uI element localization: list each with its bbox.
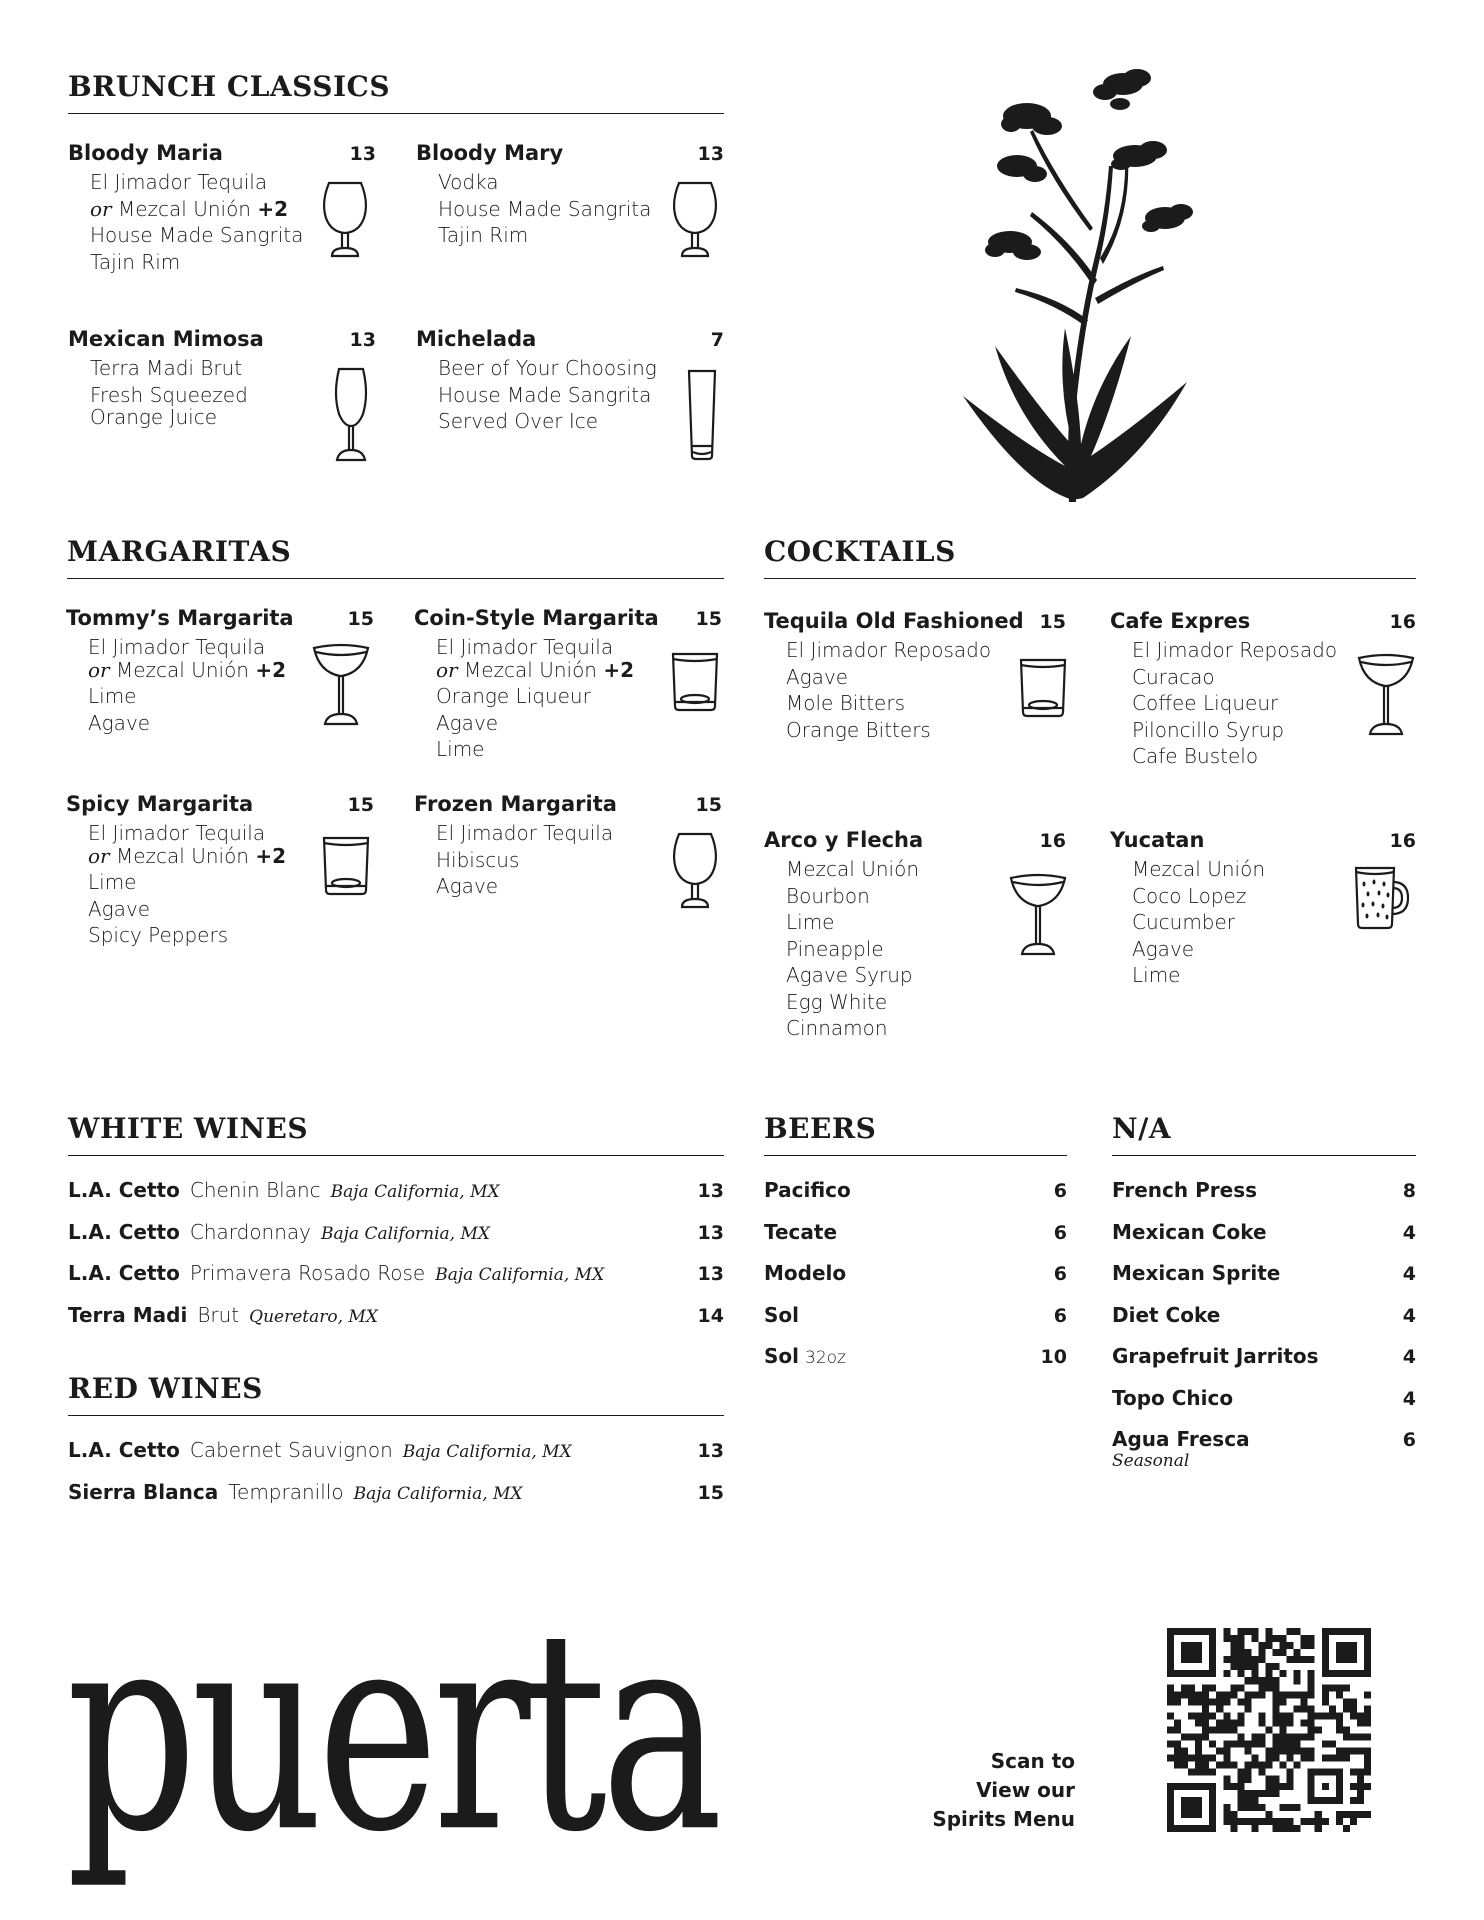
- ingredient: Mezcal Unión: [1132, 857, 1266, 881]
- agave-plant-icon: [955, 66, 1195, 506]
- item-name: Bloody Mary: [416, 141, 564, 165]
- item-price: 13: [349, 329, 376, 351]
- wine-row: L.A. Cetto Primavera Rosado Rose Baja California, MX 13: [68, 1261, 724, 1285]
- ingredient: El Jimador Reposado: [1132, 638, 1338, 662]
- na-seasonal-note: Seasonal: [1112, 1450, 1190, 1471]
- menu-item-michelada: [416, 327, 724, 435]
- rocks-glass-icon: [1018, 657, 1068, 719]
- item-name: Tequila Old Fashioned: [764, 609, 1024, 633]
- ingredient: Spicy Peppers: [88, 923, 229, 947]
- ingredient: Agave: [88, 710, 151, 735]
- beer-row: Sol 6: [764, 1302, 1067, 1327]
- item-price: 13: [349, 143, 376, 165]
- ingredient: House Made Sangrita: [438, 196, 652, 221]
- white-wines-section: [68, 1112, 724, 1344]
- ingredient: Agave: [1132, 936, 1195, 961]
- ingredient-upgrade: or Mezcal Unión +2: [90, 196, 289, 221]
- ingredient: El Jimador Tequila: [88, 821, 266, 845]
- na-row: Mexican Sprite 4: [1112, 1261, 1416, 1285]
- item-price: 15: [695, 794, 722, 816]
- ingredient: House Made Sangrita: [438, 382, 652, 407]
- item-name: Cafe Expres: [1110, 609, 1251, 633]
- section-title-beers: BEERS: [764, 1112, 1067, 1156]
- na-row: Diet Coke 4: [1112, 1302, 1416, 1327]
- item-price: 15: [347, 794, 374, 816]
- cocktails-section: [764, 535, 1416, 579]
- ingredient: Agave: [436, 874, 499, 898]
- ingredient: Cucumber: [1132, 910, 1236, 934]
- ingredient: Agave: [786, 664, 849, 689]
- snifter-glass-icon: [320, 180, 370, 262]
- rocks-glass-icon: [670, 651, 720, 713]
- scan-line: View our: [976, 1778, 1075, 1802]
- na-row: Topo Chico 4: [1112, 1385, 1416, 1410]
- scan-line: Spirits Menu: [932, 1807, 1075, 1831]
- item-price: 15: [347, 608, 374, 630]
- ingredient: Hibiscus: [436, 847, 520, 872]
- brand-logo: puerta: [66, 1572, 718, 1894]
- ingredient: El Jimador Tequila: [436, 635, 614, 659]
- scan-line: Scan to: [990, 1749, 1075, 1773]
- ingredient: Terra Madi Brut: [90, 356, 243, 380]
- wine-row: L.A. Cetto Chardonnay Baja California, MX 13: [68, 1219, 724, 1244]
- ingredient-upgrade: or Mezcal Unión +2: [436, 657, 635, 682]
- item-name: Arco y Flecha: [764, 828, 924, 852]
- item-price: 16: [1039, 830, 1066, 852]
- ingredient: Piloncillo Syrup: [1132, 717, 1285, 742]
- margaritas-section: [67, 535, 724, 579]
- beer-row: Tecate 6: [764, 1219, 1067, 1244]
- item-name: Yucatan: [1110, 828, 1205, 852]
- ingredient: Egg White: [786, 989, 888, 1014]
- menu-item-mexican-mimosa: [68, 327, 376, 431]
- section-title-na: N/A: [1112, 1112, 1416, 1156]
- item-price: 15: [1039, 611, 1066, 633]
- beers-section: [764, 1112, 1067, 1386]
- beer-row: Pacifico 6: [764, 1178, 1067, 1202]
- ingredient: Coco Lopez: [1132, 883, 1247, 908]
- ingredient: El Jimador Reposado: [786, 638, 992, 662]
- item-name: Frozen Margarita: [414, 792, 617, 816]
- ingredient: Lime: [436, 737, 485, 761]
- section-title-margaritas: MARGARITAS: [67, 535, 724, 579]
- ingredient: Orange Liqueur: [436, 684, 591, 708]
- red-wines-section: [68, 1372, 724, 1521]
- ingredient: Bourbon: [786, 883, 870, 908]
- ingredient: Cafe Bustelo: [1132, 744, 1259, 768]
- section-title-cocktails: COCKTAILS: [764, 535, 1416, 579]
- ingredient: Agave: [436, 710, 499, 735]
- coupe-glass-icon: [1356, 652, 1416, 738]
- ingredient: Agave: [88, 896, 151, 921]
- ingredient-upgrade: or Mezcal Unión +2: [88, 843, 287, 868]
- ingredient: Lime: [1132, 963, 1181, 987]
- ingredient: Tajin Rim: [438, 223, 529, 247]
- scan-prompt: [900, 1747, 1075, 1834]
- beer-row: Sol 32oz 10: [764, 1344, 1067, 1368]
- item-name: Bloody Maria: [68, 141, 223, 165]
- na-row: French Press 8: [1112, 1178, 1416, 1202]
- ingredient: Orange Bitters: [786, 717, 931, 742]
- ingredient: Lime: [786, 910, 835, 934]
- ingredient: Fresh Squeezed: [90, 382, 248, 407]
- wine-row: Terra Madi Brut Queretaro, MX 14: [68, 1302, 724, 1327]
- na-row: Grapefruit Jarritos 4: [1112, 1344, 1416, 1368]
- section-title-red-wines: RED WINES: [68, 1372, 724, 1416]
- na-row: Agua Fresca 6: [1112, 1427, 1416, 1451]
- item-name: Tommy’s Margarita: [66, 606, 294, 630]
- ingredient: Orange Juice: [90, 405, 217, 429]
- section-title-brunch: BRUNCH CLASSICS: [68, 70, 724, 114]
- item-price: 13: [697, 143, 724, 165]
- ingredient: El Jimador Tequila: [436, 821, 614, 845]
- item-name: Coin-Style Margarita: [414, 606, 659, 630]
- item-name: Spicy Margarita: [66, 792, 254, 816]
- ingredient: Coffee Liqueur: [1132, 691, 1279, 715]
- collins-glass-icon: [686, 368, 718, 462]
- coupe-glass-icon: [1008, 872, 1068, 958]
- ingredient: Curacao: [1132, 664, 1215, 689]
- snifter-glass-icon: [670, 180, 720, 262]
- ingredient: Lime: [88, 684, 137, 708]
- ingredient: El Jimador Tequila: [90, 170, 268, 194]
- ingredient: Agave Syrup: [786, 963, 913, 987]
- ingredient: Cinnamon: [786, 1016, 888, 1040]
- snifter-glass-icon: [670, 831, 720, 913]
- tiki-mug-icon: [1352, 862, 1414, 932]
- item-price: 16: [1389, 611, 1416, 633]
- ingredient: House Made Sangrita: [90, 223, 304, 247]
- brunch-section: [68, 70, 724, 114]
- item-price: 7: [710, 329, 724, 351]
- ingredient: Mole Bitters: [786, 691, 905, 715]
- na-section: [1112, 1112, 1416, 1471]
- wine-row: Sierra Blanca Tempranillo Baja California, MX 15: [68, 1479, 724, 1504]
- item-price: 16: [1389, 830, 1416, 852]
- ingredient: Lime: [88, 870, 137, 894]
- section-title-white-wines: WHITE WINES: [68, 1112, 724, 1156]
- rocks-glass-icon: [321, 835, 371, 897]
- wine-row: L.A. Cetto Chenin Blanc Baja California, MX 13: [68, 1178, 724, 1202]
- ingredient-upgrade: or Mezcal Unión +2: [88, 657, 287, 682]
- ingredient: Pineapple: [786, 936, 884, 961]
- item-price: 15: [695, 608, 722, 630]
- beer-row: Modelo 6: [764, 1261, 1067, 1285]
- ingredient: Tajin Rim: [90, 249, 181, 274]
- ingredient: Served Over Ice: [438, 409, 599, 433]
- ingredient: Mezcal Unión: [786, 857, 920, 881]
- na-row: Mexican Coke 4: [1112, 1219, 1416, 1244]
- wine-row: L.A. Cetto Cabernet Sauvignon Baja California, MX 13: [68, 1438, 724, 1462]
- item-name: Michelada: [416, 327, 537, 351]
- item-name: Mexican Mimosa: [68, 327, 264, 351]
- wine-glass-icon: [331, 366, 371, 464]
- coupe-glass-icon: [311, 642, 371, 728]
- ingredient: Vodka: [438, 170, 499, 194]
- ingredient: Beer of Your Choosing: [438, 356, 657, 380]
- qr-code-icon[interactable]: [1167, 1628, 1371, 1832]
- ingredient: El Jimador Tequila: [88, 635, 266, 659]
